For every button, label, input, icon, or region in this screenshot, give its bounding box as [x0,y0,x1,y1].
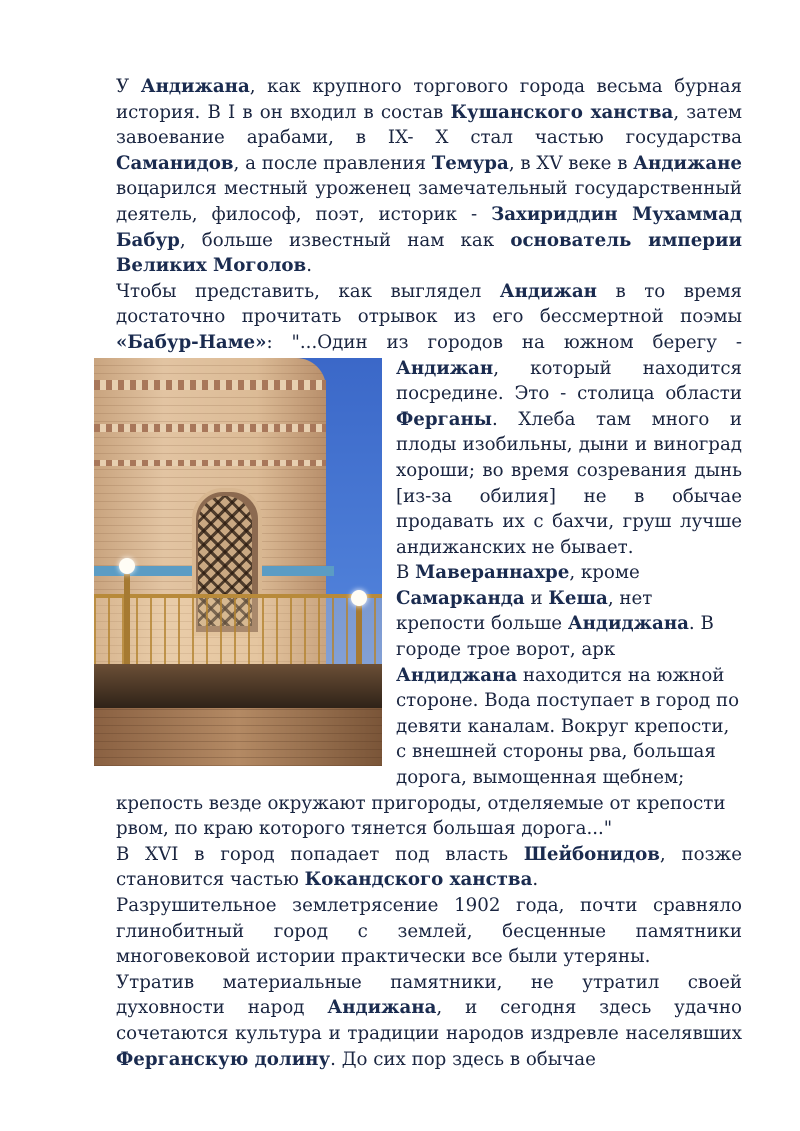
term-andijan: Андижан [499,280,597,302]
paragraph-maverannahr: В Мавераннахре, кроме Самарканда и Кеша, нет крепости больше Андиджана. В городе трое ворот, арк Андиджана находится на южной стороне. Вода поступает в город по девяти каналам. Вокруг крепости, с внешней стороны рва, большая дорога, вымощенная щебнем; крепость везде окружают пригороды, отделяемые от крепости рвом, по краю которого тянется большая дорога..." [116,562,740,840]
term-kesh: Кеша [548,587,608,609]
term-temur: Темура [431,152,509,174]
paragraph-history-intro: У Андижана, как крупного торгового города весьма бурная история. В I в он входил в состав Кушанского ханства, затем завоевание арабами, в IX- X стал частью государства Саманидов, а после правления Темура, в XV веке в Андижане воцарился местный уроженец замечательный государственный деятель, философ, поэт, историк - Захириддин Мухаммад Бабур, больше известный нам как основатель империи Великих Моголов. [116,76,743,277]
lamp-globe [119,558,135,574]
lamp-post [124,574,130,666]
term-andijan: Андиджана [396,664,518,686]
term-kushan-khanate: Кушанского ханства [450,101,674,123]
term-andijan: Андижане [633,152,742,174]
paragraph-culture: Утратив материальные памятники, не утратил своей духовности народ Андижана, и сегодня здесь удачно сочетаются культура и традиции народов издревле населявших Ферганскую долину. До сих пор здесь в обычае [116,971,742,1070]
term-babur: Захириддин Мухаммад Бабур [116,203,742,251]
term-kokand-khanate: Кокандского ханства [304,869,533,891]
lamp-post [356,604,362,666]
lamp-globe [351,590,367,606]
balcony-floor [94,664,382,708]
term-samarkand: Самарканда [396,587,525,609]
paragraph-baburnama-intro: Чтобы представить, как выглядел Андижан в то время достаточно прочитать отрывок из его бессмертной поэмы «Бабур-Наме»: "...Один из городов на южном берегу - Андижан , который находится посредине. Это - столица области Ферганы. Хлеба там много и плоды изобильны, дыни и виноград хороши; во время созревания дынь [из-за обилия] не в обычае продавать их с бахчи, груш лучше андижанских не бывает. [116,279,742,561]
paragraph-16th-century: В XVI в город попадает под власть Шейбонидов, позже становится частью Кокандского ханства. [116,843,742,891]
term-sheibanids: Шейбонидов [523,843,660,865]
paragraph-earthquake: Разрушительное землетрясение 1902 года, почти сравняло глинобитный город с землей, бесценные памятники многовековой истории практически все были утеряны. [116,895,742,968]
term-baburnama: «Бабур-Наме» [116,331,267,353]
term-andijan: Андижана [327,997,437,1019]
term-mughal-founder: основатель империи Великих Моголов [116,229,743,277]
term-fergana: Ферганы [396,408,493,430]
document-body [116,74,742,1072]
ornament-band [94,380,326,390]
term-andijan: Андижан [396,357,494,379]
term-andijan: Андиджана [567,613,689,635]
term-maverannahr: Мавераннахре [415,562,570,584]
minaret-base [94,708,382,766]
ornament-band [94,460,326,466]
ornament-band [94,424,326,432]
term-andijan: Андижана [140,76,250,97]
term-samanids: Саманидов [116,152,234,174]
balcony-railing [94,594,382,668]
term-fergana-valley: Ферганскую долину [116,1048,331,1070]
minaret-photo [94,358,382,766]
